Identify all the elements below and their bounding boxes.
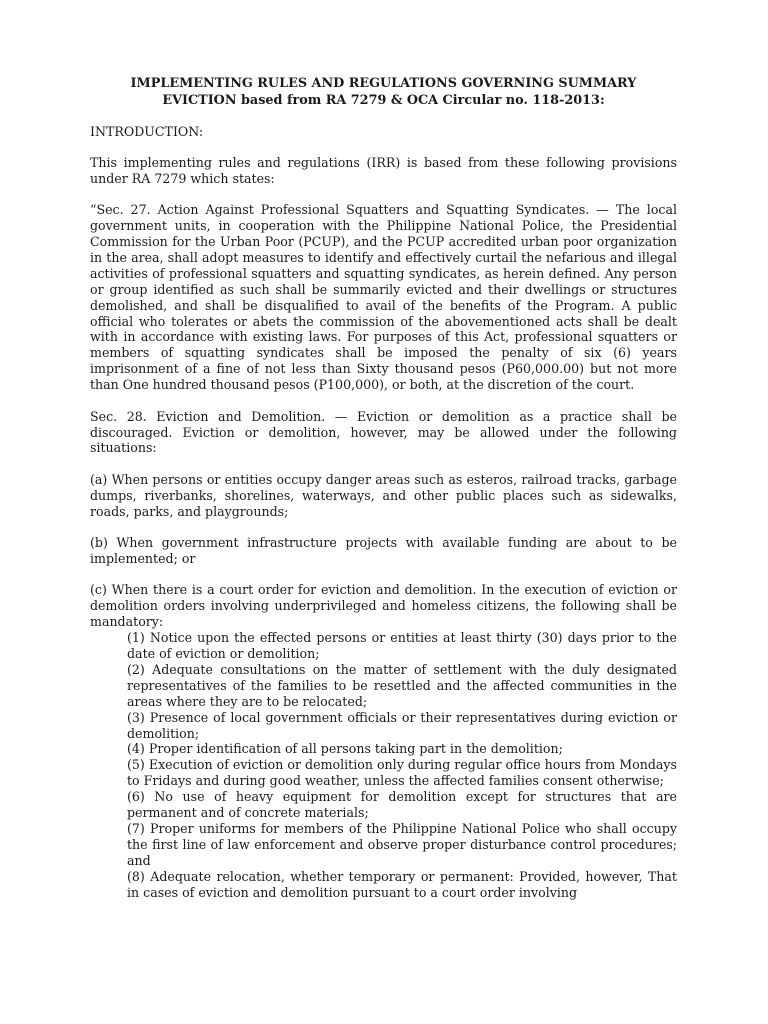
list-item: (3) Presence of local government officials or their representatives during eviction or demolition; bbox=[127, 709, 677, 741]
list-item: (6) No use of heavy equipment for demolition except for structures that are permanent and of concrete materials; bbox=[127, 789, 677, 821]
list-item: (2) Adequate consultations on the matter of settlement with the duly designated representatives of the families to be resettled and the affected communities in the areas where they are to be relocated; bbox=[127, 661, 677, 709]
intro-heading: INTRODUCTION: bbox=[90, 124, 204, 139]
item-c-paragraph: (c) When there is a court order for eviction and demolition. In the execution of eviction or demolition orders involving underprivileged and homeless citizens, the following shall be mandatory: bbox=[90, 582, 677, 630]
item-b-paragraph: (b) When government infrastructure projects with available funding are about to be implemented; or bbox=[90, 535, 677, 566]
list-item: (1) Notice upon the effected persons or entities at least thirty (30) days prior to the date of eviction or demolition; bbox=[127, 630, 677, 661]
list-item: (5) Execution of eviction or demolition only during regular office hours from Mondays to Fridays and during good weather, unless the affected families consent otherwise; bbox=[127, 757, 677, 789]
mandatory-requirements-list bbox=[90, 630, 677, 900]
title-line-1: IMPLEMENTING RULES AND REGULATIONS GOVERNING SUMMARY bbox=[130, 76, 637, 91]
list-item: (4) Proper identification of all persons taking part in the demolition; bbox=[127, 741, 563, 757]
list-item: (8) Adequate relocation, whether temporary or permanent: Provided, however, That in cases of eviction and demolition pursuant to a court order involving bbox=[127, 868, 677, 900]
title-line-2: EVICTION based from RA 7279 & OCA Circular no. 118-2013: bbox=[162, 92, 605, 108]
document-page bbox=[90, 76, 677, 900]
intro-paragraph: This implementing rules and regulations (IRR) is based from these following provisions under RA 7279 which states: bbox=[90, 154, 677, 186]
document-title bbox=[90, 76, 677, 109]
section-28-paragraph: Sec. 28. Eviction and Demolition. — Eviction or demolition as a practice shall be discouraged. Eviction or demolition, however, may be allowed under the following situations: bbox=[90, 408, 677, 456]
item-a-paragraph: (a) When persons or entities occupy danger areas such as esteros, railroad tracks, garbage dumps, riverbanks, shorelines, waterways, and other public places such as sidewalks, roads, parks, and playgrounds; bbox=[90, 471, 677, 519]
list-item: (7) Proper uniforms for members of the Philippine National Police who shall occupy the first line of law enforcement and observe proper disturbance control procedures; and bbox=[127, 820, 677, 868]
section-27-paragraph: “Sec. 27. Action Against Professional Squatters and Squatting Syndicates. — The local government units, in cooperation with the Philippine National Police, the Presidential Commission for the Urban Poor (PCUP), and the PCUP accredited urban poor organization in the area, shall adopt measures to identify and effectively curtail the nefarious and illegal activities of professional squatters and squatting syndicates, as herein defined. Any person or group identified as such shall be summarily evicted and their dwellings or structures demolished, and shall be disqualified to avail of the benefits of the Program. A public official who tolerates or abets the commission of the abovementioned acts shall be dealt with in accordance with existing laws. For purposes of this Act, professional squatters or members of squatting syndicates shall be imposed the penalty of six (6) years imprisonment of a fine of not less than Sixty thousand pesos (P60,000.00) but not more than One hundred thousand pesos (P100,000), or both, at the discretion of the court. bbox=[90, 202, 677, 393]
